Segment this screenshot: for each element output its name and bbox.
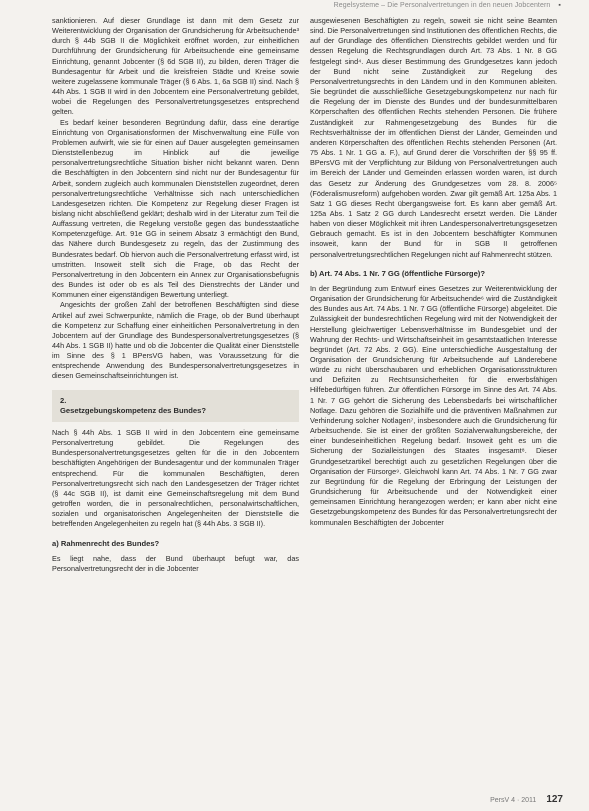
right-paragraph-1: ausgewiesenen Beschäftigten zu regeln, soweit sie nicht seine Beamten sind. Die Personalvertretungen sind Institutionen des öffentlichen Rechts, die auf der Grundlage des öffentlichen Dienstrechts gebildet werden und für dessen Regelung die Rechtsgrundlagen durch Art. 73 Abs. 1 Nr. 8 GG festgelegt sind⁴. Aus dieser Bestimmung des Grundgesetzes kann jedoch der Bund nicht seine Zuständigkeit zur Regelung des Personalvertretungsrechts in den Ländern und in den Kommunen ableiten. Sie begründet die ausschließliche Gesetzgebungskompetenz nur nach für die Regelung der im Dienste des Bundes und der bundesunmittelbaren Körperschaften des öffentlichen Rechts stehenden Personen. Die frühere Zuständigkeit zur Rahmengesetzgebung des Bundes für die Rechtsverhältnisse der im öffentlichen Dienst der Länder, Gemeinden und anderen Körperschaften des öffentlichen Rechts stehenden Personen (Art. 75 Abs. 1 Nr. 1 GG a. F.), auf Grund derer die Vorschriften der §§ 95 ff. BPersVG mit der Verpflichtung zur Bildung von Personalvertretungen auch im Bereich der Länder und Gemeinden erlassen worden waren, ist durch das Gesetz zur Änderung des Grundgesetzes vom 28. 8. 2006⁵ (Föderalismusreform) aufgehoben worden. Zwar gilt gemäß Art. 125a Abs. 1 Satz 1 GG dieses Recht übergangsweise fort. Es kann aber gemäß Art. 125a Abs. 1 Satz 2 GG durch Landesrecht ersetzt werden. Die Länder haben von dieser Möglichkeit mit ihren Landespersonalvertretungsgesetzen Gebrauch gemacht. Es ist in den Jobcentern beschäftigter Kommunen insoweit, kann der Bund für in SGB II getroffenen personalvertretungsrechtlichen Regelungen nicht auf Rahmenrecht stützen.	[310, 16, 557, 259]
running-head	[334, 2, 561, 9]
left-paragraph-4: Nach § 44h Abs. 1 SGB II wird in den Jobcentern eine gemeinsame Personalvertretung gebildet. Die Regelungen des Bundespersonalvertretungsgesetzes gelten für die in den Jobcentern beschäftigten Angehörigen der Bundesagentur und der kommunalen Träger entsprechend. Für die kommunalen Beschäftigten, deren Personalvertretungsrecht sich nach den Landesgesetzen der Träger richtet (§ 44c SGB II), ist damit eine Gemeinschaftsregelung mit dem Bund getroffen worden, die in personalrechtlichen, personalwirtschaftlichen, sozialen und organisatorischen Angelegenheiten der Dienststelle die betreffenden Angelegenheiten zu regeln hat (§ 44h Abs. 3 SGB II).	[52, 427, 299, 529]
right-paragraph-2: In der Begründung zum Entwurf eines Gesetzes zur Weiterentwicklung der Organisation der Grundsicherung für Arbeitsuchende⁶ wird die Zuständigkeit des Bundes aus Art. 74 Abs. 1 Nr. 7 GG (öffentliche Fürsorge) abgeleitet. Die Zulässigkeit der bundesrechtlichen Regelung wird mit der Notwendigkeit der Herstellung gleichwertiger Lebensverhältnisse im Bundesgebiet und der Wahrung der Rechts- und Wirtschaftseinheit im gesamtstaatlichen Interesse begründet (Art. 72 Abs. 2 GG). Eine unterschiedliche Ausgestaltung der Organisation der Grundsicherung für Arbeitsuchende auf Länderebene würde zu nicht überschaubaren und erheblichen Organisationsstrukturen und Defiziten zu Rechtsunsicherheiten für die erwerbsfähigen Hilfebedürftigen führen. Zur öffentlichen Fürsorge im Sinne des Art. 74 Abs. 1 Nr. 7 GG gehört die Sicherung des Lebensbedarfs bei wirtschaftlicher Notlage. Dazu gehören die Sozialhilfe und die präventiven Maßnahmen zur Verhinderung solcher Notlagen⁷, insbesondere auch die Grundsicherung für Arbeitsuchende. Sie ist einer der größten Sozialverwaltungsbereiche, der einer bundeseinheitlichen Regelung bedarf. Insoweit geht es um die Sicherung der Sozialleistungen des Staates insgesamt⁸. Dieser Grundgesetzartikel berechtigt auch zu gesetzlichen Regelungen über die Organisation der Fürsorge⁹. Gleichwohl kann Art. 74 Abs. 1 Nr. 7 GG zwar zur Begründung für die Regelung der Erbringung der Leistungen der Grundsicherung für Arbeitsuchende und der Notwendigkeit einer gemeinsamen Einrichtung herangezogen werden; er kann aber nicht eine Gesetzgebungskompetenz des Bundes für das Personalvertretungsrecht der kommunalen Beschäftigten der Jobcenter	[310, 283, 557, 527]
right-column	[310, 16, 557, 528]
section-number: 2.	[60, 395, 67, 405]
left-paragraph-3: Angesichts der großen Zahl der betroffenen Beschäftigten sind diese Artikel auf zwei Schwerpunkte, nämlich die Frage, ob der Bund überhaupt die Kompetenz zur Schaffung einer einheitlichen Personalvertretung in den Jobcentern auf der Grundlage des Bundespersonalvertretungsgesetzes (§ 44h Abs. 1 SGB II) hatte und ob die Jobcenter die Qualität einer Dienststelle im Sinne des § 1 BPersVG haben, was Voraussetzung für die entsprechende Anwendung des Bundespersonalvertretungsgesetzes in diesen Gemeinschaftseinrichtungen ist.	[52, 300, 299, 381]
subheading-a: a) Rahmenrecht des Bundes?	[52, 538, 160, 548]
left-paragraph-1: sanktionieren. Auf dieser Grundlage ist dann mit dem Gesetz zur Weiterentwicklung der Organisation der Grundsicherung für Arbeitsuchende³ durch § 44b SGB II die Möglichkeit eröffnet worden, zur einheitlichen Durchführung der Grundsicherung für Arbeitsuchende eine gemeinsame Einrichtung, genannt Jobcenter (§ 6d SGB II), zu bilden, deren Träger die Bundesagentur für Arbeit und die kreisfreien Städte und Kreise sowie weitere zugelassene kommunale Träger (§ 6 Abs. 1, 6a SGB II) sind. Nach § 44h Abs. 1 SGB II wird in den Jobcentern eine Personalvertretung gebildet, wobei die Regelungen des Personalvertretungsgesetzes entsprechend gelten.	[52, 16, 299, 117]
page-footer	[490, 794, 563, 805]
running-head-text: Regelsysteme – Die Personalvertretungen in den neuen Jobcentern	[333, 2, 551, 9]
left-paragraph-5: Es liegt nahe, dass der Bund überhaupt befugt war, das Personalvertretungsrecht der in die Jobcenter	[52, 553, 299, 573]
running-head-marker: ▪	[558, 2, 561, 9]
left-column	[52, 16, 299, 574]
subheading-b: b) Art. 74 Abs. 1 Nr. 7 GG (öffentliche Fürsorge)?	[310, 268, 485, 278]
issue-label: PersV 4 · 2011	[490, 797, 537, 804]
left-paragraph-2: Es bedarf keiner besonderen Begründung dafür, dass eine derartige Einrichtung von Organisationsformen der Mischverwaltung eine Fülle von Problemen aufwirft, wie sie für einen auf Dauer ausgelegten gemeinsamen Dienststellenbezug im Hinblick auf die jeweilige personalvertretungsrechtliche Situation bisher nicht bekannt waren. Denn die Beschäftigten in den Jobcentern sind nicht nur der Bundesagentur für Arbeit, sondern zugleich auch kommunalen Dienststellen zugeordnet, deren personalvertretungsrechtliche Verhältnisse sich nach unterschiedlichen Landesgesetzen richten. Die Kompetenz zur Regelung dieser Fragen ist bislang nicht abschließend geklärt; deshalb wird in der Literatur zum Teil die Auffassung vertreten, die Regelung verstoße gegen das bundesstaatliche Kompetenzgefüge. Art. 91e GG in seinem Absatz 3 ermächtigt den Bund, das Nähere durch Bundesgesetz zu regeln, das der Zustimmung des Bundesrates bedarf. Ob hiervon auch die Personalvertretung erfasst wird, ist umstritten. Insoweit stellt sich die Frage, ob das Recht der Personalvertretung in den Jobcentern ein Annex zur Organisationsbefugnis des Bundes ist oder ob es als Teil des Dienstrechts der Länder und Kommunen einer eigenständigen Bewertung unterliegt.	[52, 117, 299, 300]
section-heading-box	[52, 390, 299, 422]
page-number: 127	[546, 794, 563, 805]
section-title: Gesetzgebungskompetenz des Bundes?	[60, 405, 206, 415]
